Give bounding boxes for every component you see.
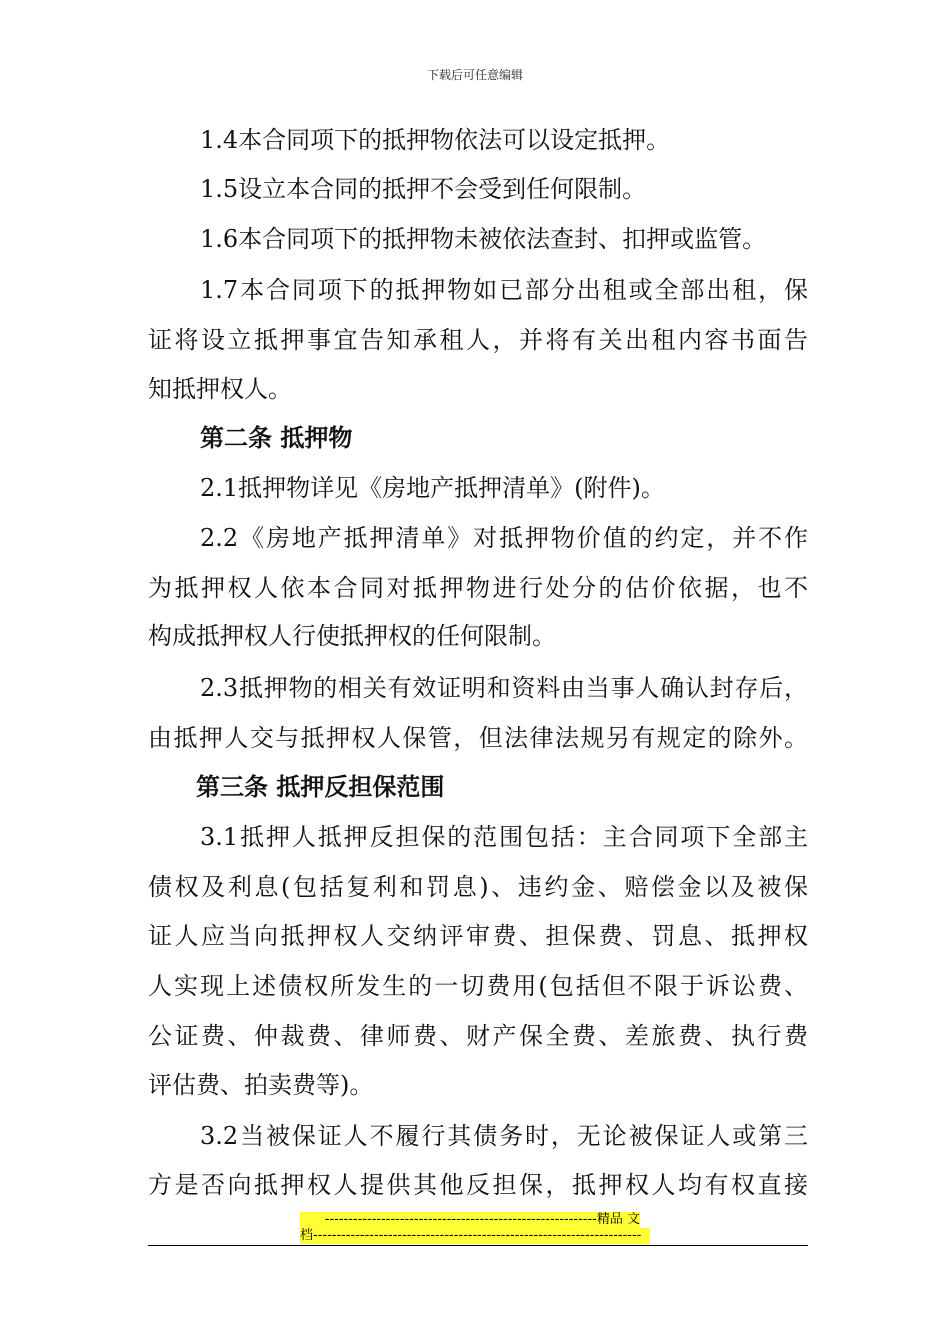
- clause-2-3-line-1: 2.3抵押物的相关有效证明和资料由当事人确认封存后，: [200, 674, 808, 702]
- article-2-heading: 第二条 抵押物: [200, 423, 353, 452]
- clause-2-1: 2.1抵押物详见《房地产抵押清单》(附件)。: [200, 474, 665, 502]
- clause-3-2-line-1: 3.2当被保证人不履行其债务时，无论被保证人或第三: [200, 1122, 808, 1150]
- clause-3-1-line-5: 公证费、仲裁费、律师费、财产保全费、差旅费、执行费: [148, 1022, 808, 1050]
- clause-2-2-line-3: 构成抵押权人行使抵押权的任何限制。: [148, 622, 556, 650]
- footer-divider: [148, 1245, 808, 1246]
- clause-1-7-line-2: 证将设立抵押事宜告知承租人，并将有关出租内容书面告: [148, 326, 808, 354]
- clause-3-2-line-2: 方是否向抵押权人提供其他反担保，抵押权人均有权直接: [148, 1171, 808, 1199]
- clause-1-5: 1.5设立本合同的抵押不会受到任何限制。: [200, 175, 647, 203]
- clause-2-2-line-1: 2.2《房地产抵押清单》对抵押物价值的约定，并不作: [200, 524, 808, 552]
- clause-1-4: 1.4本合同项下的抵押物依法可以设定抵押。: [200, 126, 671, 154]
- clause-3-1-line-1: 3.1抵押人抵押反担保的范围包括：主合同项下全部主: [200, 823, 808, 851]
- footer-watermark-line-1: ----------------------------------------------------------精品 文: [300, 1212, 640, 1228]
- article-3-heading: 第三条 抵押反担保范围: [196, 772, 445, 801]
- clause-3-1-line-3: 证人应当向抵押权人交纳评审费、担保费、罚息、抵押权: [148, 922, 808, 950]
- clause-3-1-line-6: 评估费、拍卖费等)。: [148, 1071, 374, 1099]
- clause-3-1-line-4: 人实现上述债权所发生的一切费用(包括但不限于诉讼费、: [148, 972, 808, 1000]
- clause-1-7-line-1: 1.7本合同项下的抵押物如已部分出租或全部出租，保: [200, 276, 808, 304]
- clause-1-6: 1.6本合同项下的抵押物未被依法查封、扣押或监管。: [200, 225, 767, 253]
- clause-2-2-line-2: 为抵押权人依本合同对抵押物进行处分的估价依据，也不: [148, 574, 808, 602]
- page-header: 下载后可任意编辑: [426, 68, 523, 82]
- clause-3-1-line-2: 债权及利息(包括复利和罚息)、违约金、赔偿金以及被保: [148, 873, 808, 901]
- footer-watermark-line-2: 档----------------------------------------------------------------------: [300, 1228, 650, 1244]
- clause-2-3-line-2: 由抵押人交与抵押权人保管，但法律法规另有规定的除外。: [148, 724, 808, 752]
- clause-1-7-line-3: 知抵押权人。: [148, 375, 292, 403]
